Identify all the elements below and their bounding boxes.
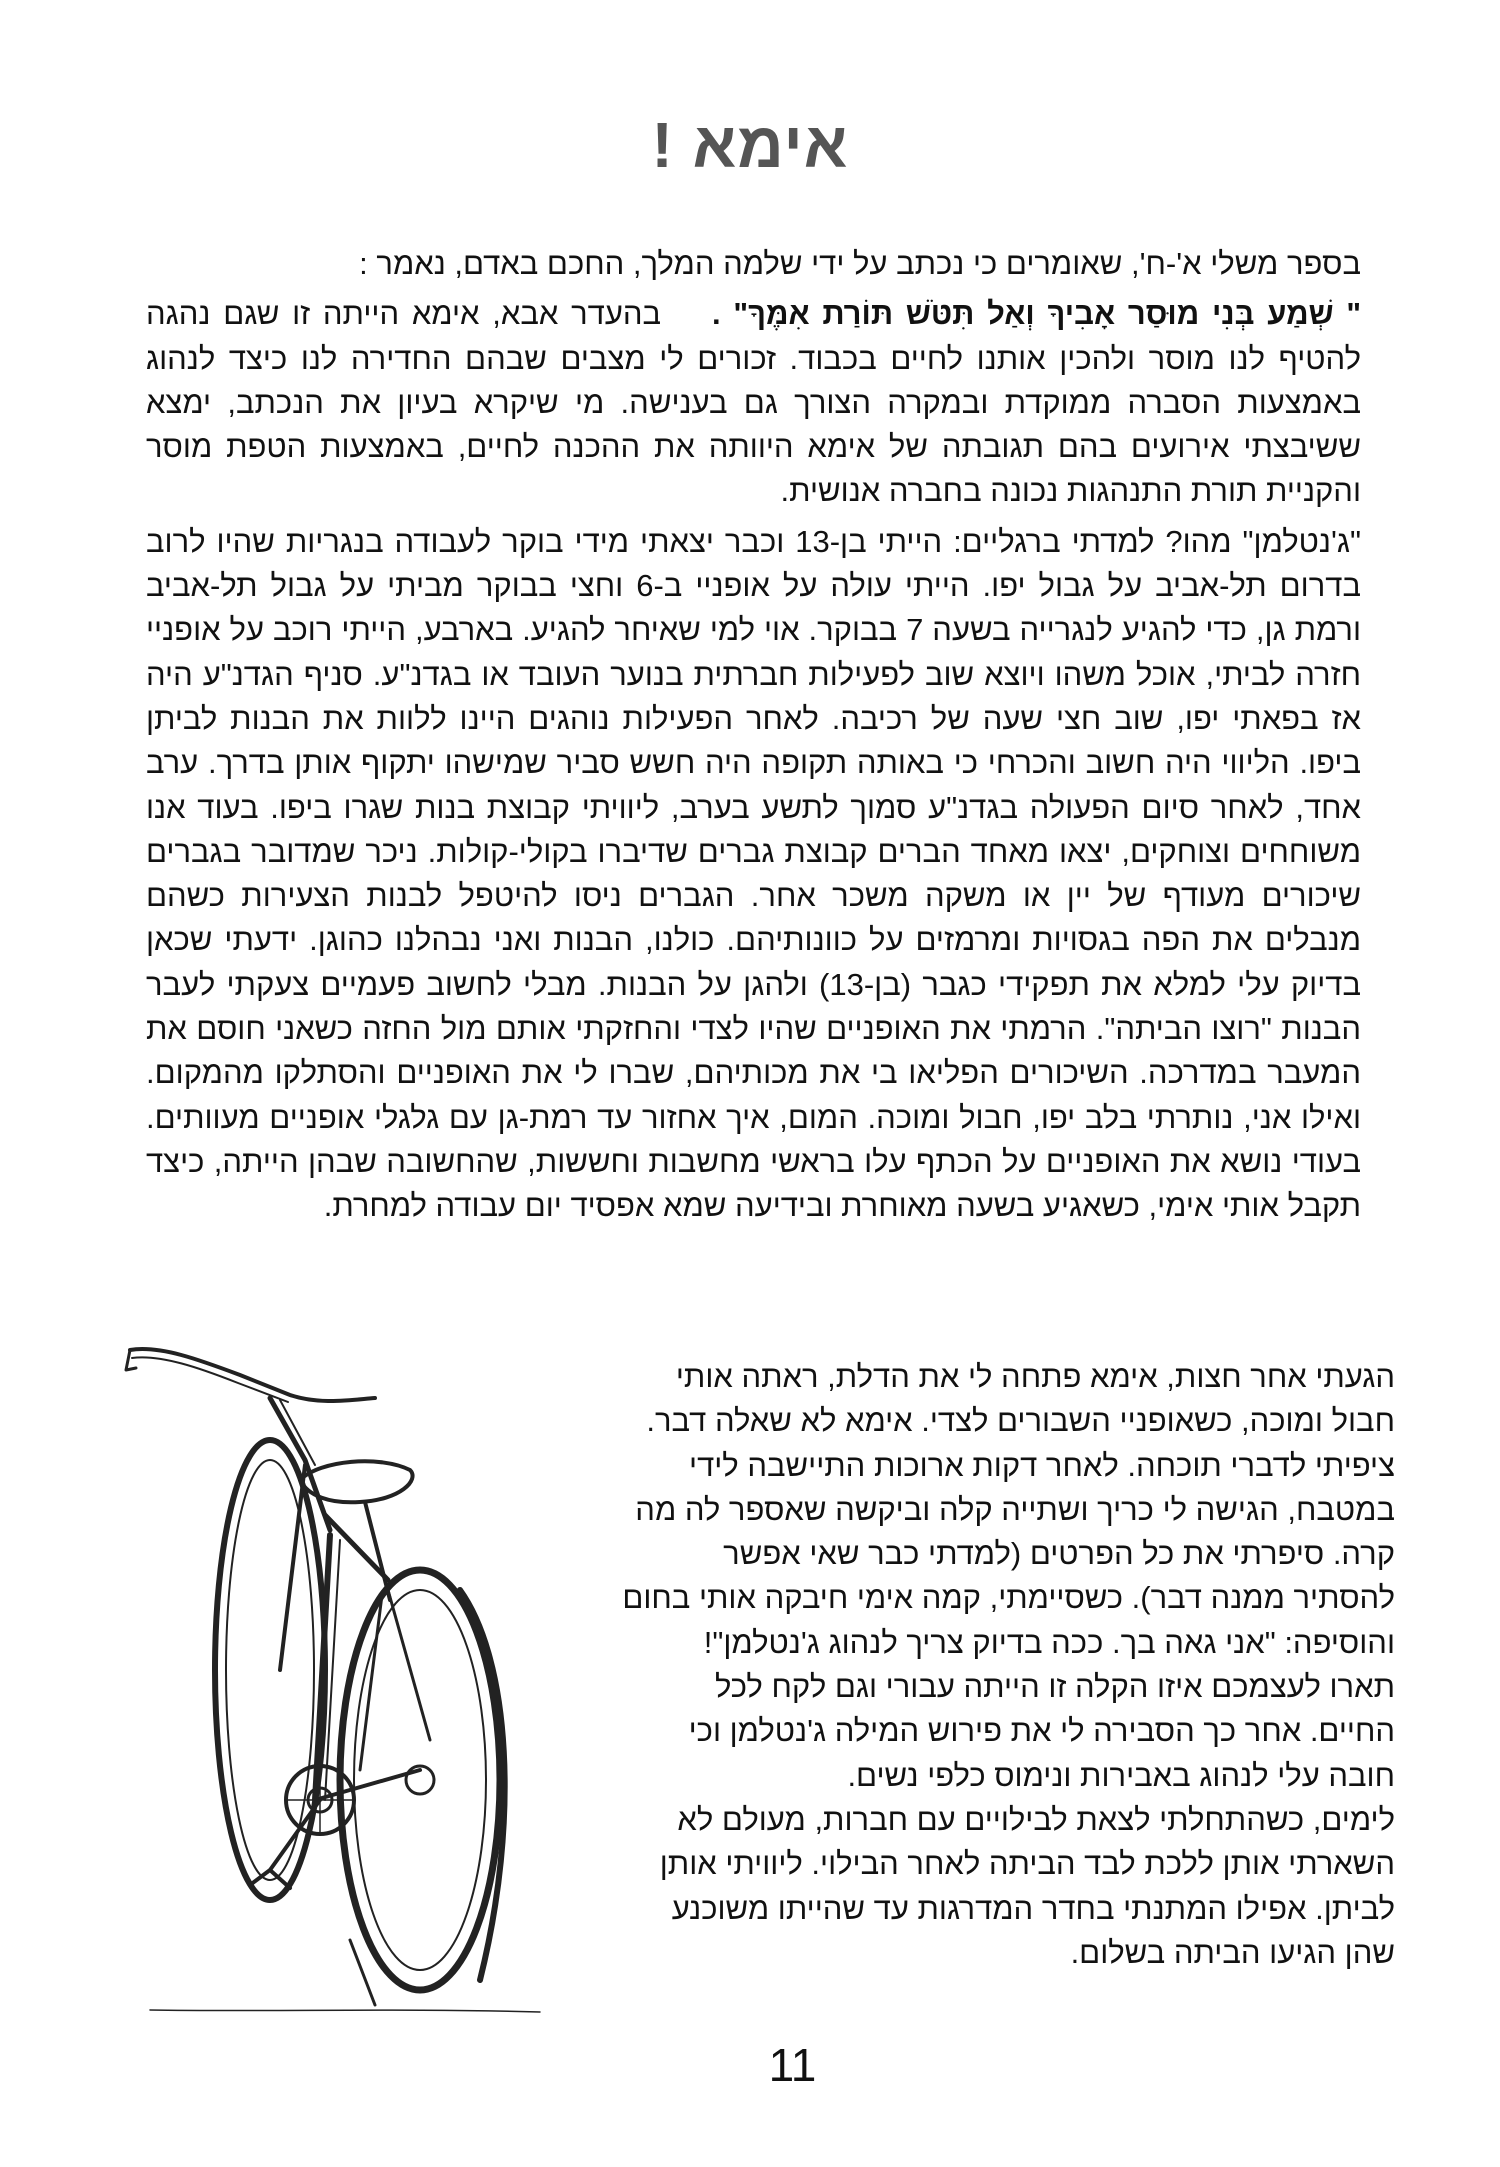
lower-line: לימים, כשהתחלתי לצאת לבילויים עם חברות, מעולם לא (677, 1801, 1395, 1837)
lower-line: שהן הגיעו הביתה בשלום. (1070, 1934, 1395, 1970)
lower-text-block (540, 1355, 1395, 1975)
page-title: אימא ! (651, 109, 849, 181)
lower-line: הגעתי אחר חצות, אימא פתחה לי את הדלת, ראתה אותי (675, 1359, 1395, 1394)
quote-followup: בהעדר אבא, אימא הייתה זו שגם נהגה להטיף לנו מוסר ולהכין אותנו לחיים בכבוד. זכורים לי מצבים שבהם החדירה לנו כיצד לנהוג באמצעות הסברה ממוקדת ובמקרה הצורך גם בענישה. מי שיקרא בעיון את הנכתב, ימצא ששיבצתי אירועים בהם תגובתה של אימא היוותה את ההכנה לחיים, באמצעות הטפת מוסר והקניית תורת התנהגות נכונה בחברה אנושית. (146, 296, 1361, 509)
lower-line: השארתי אותן ללכת לבד הביתה לאחר הבילוי. ליוויתי אותן (659, 1846, 1395, 1882)
lower-line: להסתיר ממנה דבר). כשסיימתי, קמה אימי חיבקה אותי בחום (622, 1580, 1395, 1616)
page-number: 11 (768, 2039, 817, 2091)
lower-line: במטבח, הגישה לי כריך ושתייה קלה וביקשה שאספר לה מה (635, 1491, 1395, 1527)
lower-line: חובה עלי לנהוג באבירות ונימוס כלפי נשים. (847, 1757, 1395, 1793)
proverb-quote: " שְׁמַע בְּנִי מוּסַר אָבִיךָ וְאַל תִּטֹּשׁ תּוֹרַת אִמֶּךָ" . (712, 296, 1362, 332)
lower-line: תארו לעצמכם איזו הקלה זו הייתה עבורי וגם לקח לכל (714, 1669, 1395, 1705)
main-text (146, 242, 1361, 1235)
lower-line: החיים. אחר כך הסבירה לי את פירוש המילה ג'נטלמן וכי (688, 1713, 1395, 1749)
lower-line: והוסיפה: "אני גאה בך. ככה בדיוק צריך לנהוג ג'נטלמן"! (703, 1624, 1395, 1660)
lower-line: ציפיתי לדברי תוכחה. לאחר דקות ארוכות התיישבה לידי (689, 1447, 1395, 1483)
bicycle-illustration (120, 1340, 560, 2020)
lower-line: לביתן. אפילו המתנתי בחדר המדרגות עד שהייתו משוכנע (671, 1890, 1395, 1926)
story-paragraph: "ג'נטלמן" מהו? למדתי ברגליים: הייתי בן-13 וכבר יצאתי מידי בוקר לעבודה בנגריות שהיו לרוב בדרום תל-אביב על גבול יפו. הייתי עולה על אופניי ב-6 וחצי בבוקר מביתי על גבול תל-אביב ורמת גן, כדי להגיע לנגרייה בשעה 7 בבוקר. אוי למי שאיחר להגיע. בארבע, הייתי רוכב על אופניי חזרה לביתי, אוכל משהו ויוצא שוב לפעילות חברתית בנוער העובד או בגדנ"ע. סניף הגדנ"ע היה אז בפאתי יפו, שוב חצי שעה של רכיבה. לאחר הפעילות נוהגים היינו ללוות את הבנות לביתן ביפו. הליווי היה חשוב והכרחי כי באותה תקופה היה חשש סביר שמישהו יתקוף אותן בדרך. ערב אחד, לאחר סיום הפעולה בגדנ"ע סמוך לתשע בערב, ליוויתי קבוצת בנות שגרו ביפו. בעוד אנו משוחחים וצוחקים, יצאו מאחד הברים קבוצת גברים שדיברו בקולי-קולות. ניכר שמדובר בגברים שיכורים מעודף של יין או משקה משכר אחר. הגברים ניסו להיטפל לבנות הצעירות כשהם מנבלים את הפה בגסויות ומרמזים על כוונותיהם. כולנו, הבנות ואני נבהלנו כהוגן. ידעתי שכאן בדיוק עלי למלא את תפקידי כגבר (בן-13) ולהגן על הבנות. מבלי לחשוב פעמיים צעקתי לעבר הבנות "רוצו הביתה". הרמתי את האופניים שהיו לצדי והחזקתי אותם מול החזה כשאני חוסם את המעבר במדרכה. השיכורים הפליאו בי את מכותיהם, שברו לי את האופניים והסתלקו מהמקום. ואילו אני, נותרתי בלב יפו, חבול ומוכה. המום, איך אחזור עד רמת-גן עם גלגלי אופניים מעוותים. בעודי נושא את האופניים על הכתף עלו בראשי מחשבות וחששות, שהחשובה שבהן הייתה, כיצד תקבל אותי אימי, כשאגיע בשעה מאוחרת ובידיעה שמא אפסיד יום עבודה למחרת. (146, 523, 1362, 1224)
lower-line: חבול ומוכה, כשאופניי השבורים לצדי. אימא לא שאלה דבר. (646, 1403, 1395, 1439)
lower-line: קרה. סיפרתי את כל הפרטים (למדתי כבר שאי אפשר (723, 1536, 1395, 1572)
quote-paragraph (146, 292, 1361, 513)
intro-paragraph: בספר משלי א'-ח', שאומרים כי נכתב על ידי שלמה המלך, החכם באדם, נאמר : (359, 246, 1361, 281)
